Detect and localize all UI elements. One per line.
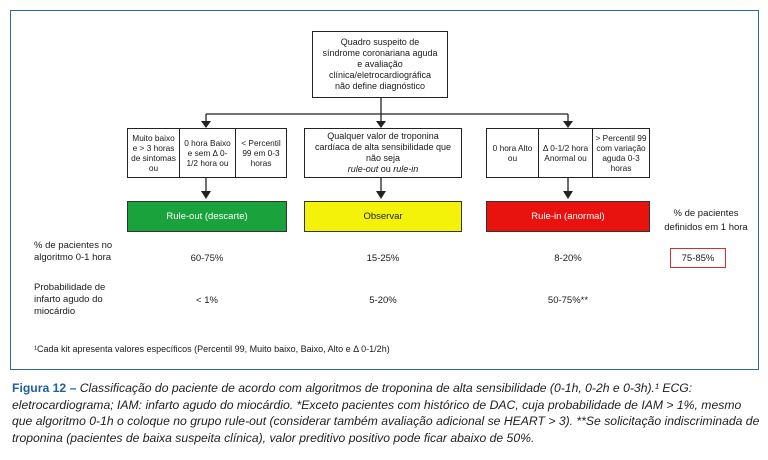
arrow-to-observe [376,191,386,199]
arrow-to-rule-in [563,191,573,199]
observe-label: Observar [363,211,403,222]
left-criterion-below-p99: < Percentil 99 em 0-3 horas [241,138,281,168]
row-patients-label: % de pacientes no algoritmo 0-1 hora [34,240,113,263]
figure-caption [12,380,760,446]
right-criterion-delta: Δ 0-1/2 hora Anormal ou [539,129,593,177]
left-criterion-very-low: Muito baixo e > 3 horas de sintomas ou [128,129,180,177]
row-probability-observe: 5-20% [369,295,397,306]
row-patients-rule-in: 8-20% [554,253,582,264]
row-patients-observe: 15-25% [366,253,400,264]
pct-defined-header: % de pacientes definidos em 1 hora [664,208,748,233]
arrow-to-middle-box [376,121,386,128]
left-criterion-low: 0 hora Baixo e sem Δ 0-1/2 hora ou [180,129,236,177]
footnote: ¹Cada kit apresenta valores específicos (Percentil 99, Muito baixo, Baixo, Alto e Δ 0-1/2h) [34,344,390,354]
arrow-to-right-group [563,121,573,128]
right-criterion-high: 0 hora Alto ou [487,129,539,177]
row-patients-total [670,248,726,268]
row-probability-rule-in: 50-75%** [547,295,589,306]
middle-box-or: ou [378,164,394,174]
rule-out-label: Rule-out (descarte) [166,211,248,222]
caption-tag: Figura 12 – [12,381,80,395]
row-patients-total-value: 75-85% [681,252,715,264]
row-patients-rule-out: 60-75% [190,253,224,264]
arrow-to-left-group [201,121,211,128]
rule-out-box [127,201,287,232]
row-probability-rule-out: < 1% [196,295,218,306]
top-box [312,31,448,98]
arrow-to-rule-out [201,191,211,199]
left-criteria-group [127,128,287,178]
observe-box [304,201,462,232]
middle-box-rule-out: rule-out [347,164,379,174]
right-criteria-group [486,128,650,178]
right-criterion-above-p99: > Percentil 99 com variação aguda 0-3 horas [595,133,647,173]
rule-in-box [486,201,650,232]
top-box-text: Quadro suspeito de síndrome coronariana aguda e avaliação clínica/eletrocardiográfica não define diagnóstico [322,37,438,91]
caption-text: Classificação do paciente de acordo com algoritmos de troponina de alta sensibilidade (0-1h, 0-2h e 0-3h).¹ ECG: eletrocardiograma; IAM: infarto agudo do miocárdio. *Exceto pacientes com histórico de DAC, cuja probabilidade de IAM > 1%, mesmo que algoritmo 0-1h o coloque no grupo rule-out (considerar também avaliação adicional se HEART > 3). **Se solicitação indiscriminada de troponina (pacientes de baixa suspeita clínica), valor preditivo positivo pode ficar abaixo de 50%. [12,381,760,445]
middle-box [304,128,462,178]
middle-box-text [311,131,455,175]
rule-in-label: Rule-in (anormal) [531,211,605,222]
middle-box-line1: Qualquer valor de troponina cardíaca de alta sensibilidade que não seja [314,131,452,163]
middle-box-rule-in: rule-in [393,164,419,174]
row-probability-label: Probabilidade de infarto agudo do miocárdio [34,282,106,317]
